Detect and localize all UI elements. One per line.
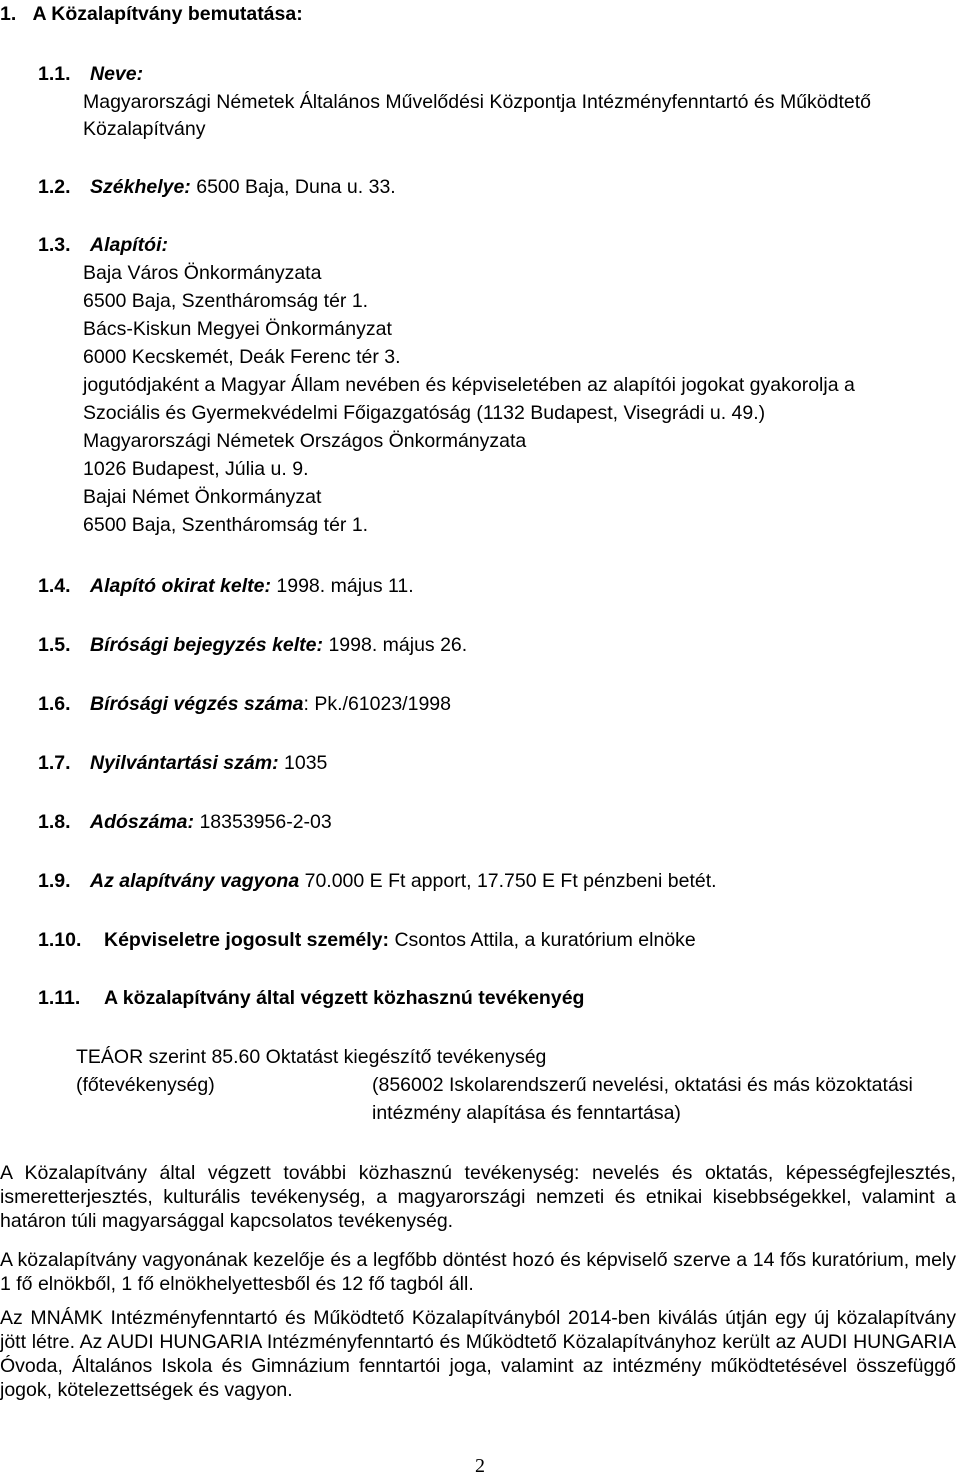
registration-date-label: Bírósági bejegyzés kelte:	[90, 634, 324, 656]
paragraph-further-activities: A Közalapítvány által végzett további közhasznú tevékenység: nevelés és oktatás, képességfejlesztés, ismeretterjesztés, kulturális tevékenység, a magyarországi nemzeti és etnikai kisebbségekkel, valamint a határon túli magyarsággal kapcsolatos tevékenység.	[0, 1162, 956, 1232]
representative-row	[104, 928, 696, 952]
founder-line: Magyarországi Németek Országos Önkormányzata	[83, 430, 527, 452]
item-1-11-number: 1.11.	[38, 987, 81, 1009]
item-1-10-number: 1.10.	[38, 929, 82, 951]
item-1-1-label: Neve:	[90, 63, 144, 85]
founder-line: jogutódjaként a Magyar Állam nevében és képviseletében az alapítói jogokat gyakorolja a	[83, 374, 855, 396]
item-1-4-number: 1.4.	[38, 575, 71, 597]
representative-label: Képviseletre jogosult személy:	[104, 929, 390, 951]
item-1-9-number: 1.9.	[38, 870, 71, 892]
founder-line: 6000 Kecskemét, Deák Ferenc tér 3.	[83, 346, 401, 368]
heading-title: A Közalapítvány bemutatása:	[32, 3, 303, 25]
registration-date-row	[90, 633, 467, 657]
item-1-2-number: 1.2.	[38, 176, 71, 198]
seat-value: 6500 Baja, Duna u. 33.	[196, 176, 396, 198]
teaor-activity-detail-line2: intézmény alapítása és fenntartása)	[372, 1102, 681, 1124]
foundation-name-line1: Magyarországi Németek Általános Művelődési Központja Intézményfenntartó és Működtető	[83, 91, 871, 113]
teaor-line: TEÁOR szerint 85.60 Oktatást kiegészítő tevékenység	[76, 1046, 547, 1068]
item-1-5-number: 1.5.	[38, 634, 71, 656]
item-1-6-number: 1.6.	[38, 693, 71, 715]
deed-date-label: Alapító okirat kelte:	[90, 575, 271, 597]
founder-line: 1026 Budapest, Júlia u. 9.	[83, 458, 309, 480]
founder-line: Baja Város Önkormányzata	[83, 262, 322, 284]
founder-line: Bács-Kiskun Megyei Önkormányzat	[83, 318, 392, 340]
founder-line: Bajai Német Önkormányzat	[83, 486, 322, 508]
assets-row	[90, 869, 717, 893]
assets-value: 70.000 E Ft apport, 17.750 E Ft pénzbeni betét.	[304, 870, 717, 892]
deed-date-value: 1998. május 11.	[276, 575, 414, 597]
heading-number: 1.	[0, 3, 17, 25]
page-number: 2	[475, 1455, 485, 1477]
tax-number-row	[90, 810, 332, 834]
seat-row	[90, 175, 396, 199]
teaor-activity-detail-line1: (856002 Iskolarendszerű nevelési, oktatási és más közoktatási	[372, 1074, 913, 1096]
item-1-8-number: 1.8.	[38, 811, 71, 833]
foundation-name-line2: Közalapítvány	[83, 118, 206, 140]
registry-number-value: 1035	[284, 752, 328, 774]
teaor-main-activity: (főtevékenység)	[76, 1074, 215, 1096]
paragraph-board: A közalapítvány vagyonának kezelője és a legfőbb döntést hozó és képviselő szerve a 14 fős kuratórium, mely 1 fő elnökből, 1 fő elnökhelyettesből és 12 fő tagból áll.	[0, 1249, 956, 1295]
section-heading	[0, 2, 303, 26]
court-order-row	[90, 692, 451, 716]
tax-number-label: Adószáma:	[90, 811, 195, 833]
registration-date-value: 1998. május 26.	[328, 634, 468, 656]
founder-line: 6500 Baja, Szentháromság tér 1.	[83, 290, 369, 312]
item-1-7-number: 1.7.	[38, 752, 71, 774]
registry-number-label: Nyilvántartási szám:	[90, 752, 279, 774]
founder-line: Szociális és Gyermekvédelmi Főigazgatóság (1132 Budapest, Visegrádi u. 49.)	[83, 402, 766, 424]
representative-value: Csontos Attila, a kuratórium elnöke	[394, 929, 696, 951]
item-1-1-number: 1.1.	[38, 63, 71, 85]
deed-date-row	[90, 574, 414, 598]
court-order-value: : Pk./61023/1998	[303, 693, 451, 715]
seat-label: Székhelye:	[90, 176, 191, 198]
founders-label: Alapítói:	[90, 234, 168, 256]
founder-line: 6500 Baja, Szentháromság tér 1.	[83, 514, 369, 536]
assets-label: Az alapítvány vagyona	[90, 870, 300, 892]
item-1-3-number: 1.3.	[38, 234, 71, 256]
court-order-label: Bírósági végzés száma	[90, 693, 304, 715]
public-benefit-activity-heading: A közalapítvány által végzett közhasznú tevékenyég	[104, 987, 585, 1009]
registry-number-row	[90, 751, 327, 775]
paragraph-separation: Az MNÁMK Intézményfenntartó és Működtető Közalapítványból 2014-ben kiválás útján egy új közalapítvány jött létre. Az AUDI HUNGARIA Intézményfenntartó és Működtető Közalapítványhoz került az AUDI HUNGARIA Óvoda, Általános Iskola és Gimnázium fenntartói joga, valamint az intézmény működtetésével összefüggő jogok, kötelezettségek és vagyon.	[0, 1307, 956, 1401]
tax-number-value: 18353956-2-03	[199, 811, 332, 833]
